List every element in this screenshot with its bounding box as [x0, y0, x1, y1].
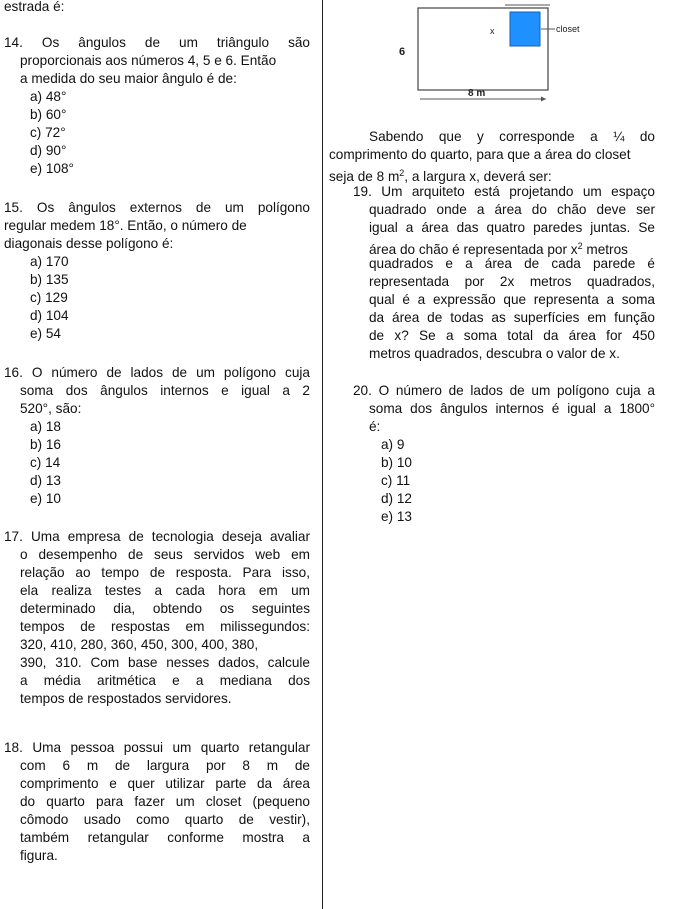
room-diagram [390, 0, 580, 108]
option-a: a) 48° [30, 89, 67, 104]
option-c: c) 129 [30, 290, 68, 305]
question-15: 15. Os ângulos externos de um polígono regular medem 18°. Então, o número de diagonais desse polígono é: a) 170 b) 135 c) 129 d) 104 e) 54 [4, 200, 310, 341]
width-label: 8 m [468, 88, 486, 99]
question-19: 19. Um arquiteto está projetando um espaço quadrado onde a área do chão deve ser igual a área das quatro paredes juntas. Se área do chão é representada por $x^2$ metros quadrados e a área de cada parede é representada por 2x metros quadrados, qual é a expressão que representa a soma da área de todas as superfícies em função de x? Se a soma total da área for 450 metros quadrados, descubra o valor de x. [353, 184, 655, 361]
option-c: c) 14 [30, 455, 61, 470]
room-closet-figure [390, 0, 580, 108]
closet-rectangle [510, 12, 540, 46]
question-16: 16. O número de lados de um polígono cuja soma dos ângulos internos e igual a 2 520°, são: a) 18 b) 16 c) 14 d) 13 e) 10 [4, 365, 310, 506]
top-fragment: estrada é: [4, 0, 65, 14]
option-d: d) 90° [30, 143, 67, 158]
option-b: b) 60° [30, 107, 67, 122]
option-d: d) 12 [381, 491, 412, 506]
option-c: c) 11 [381, 473, 411, 488]
question-20: 20. O número de lados de um polígono cuja a soma dos ângulos internos é igual a 1800° é: a) 9 b) 10 c) 11 d) 12 e) 13 [329, 382, 655, 526]
option-e: e) 54 [30, 326, 61, 341]
question-17: 17. Uma empresa de tecnologia deseja avaliar o desempenho de seus servidos web em relação ao tempo de resposta. Para isso, ela realiza testes a cada hora em um determinado dia, obtendo os seguintes tempos de respostas em milissegundos: 320, 410, 280, 360, 450, 300, 400, 380, 390, 310. Com base nesses dados, calcule a média aritmética e a mediana dos tempos de respostados servidores. [4, 529, 310, 706]
option-b: b) 10 [381, 455, 412, 470]
option-a: a) 18 [30, 419, 61, 434]
option-a: a) 9 [381, 437, 405, 452]
height-label: 6 [399, 46, 406, 58]
x-label: x [490, 26, 495, 36]
closet-label: closet [556, 24, 580, 34]
column-divider [322, 0, 323, 909]
arrow-head-icon [541, 97, 546, 102]
option-b: b) 16 [30, 437, 61, 452]
option-d: d) 104 [30, 308, 69, 323]
option-b: b) 135 [30, 272, 69, 287]
option-e: e) 13 [381, 509, 412, 524]
question-14: 14. Os ângulos de um triângulo são proporcionais aos números 4, 5 e 6. Então a medida do seu maior ângulo é de: a) 48° b) 60° c) 72° d) 90° e) 108° [4, 35, 310, 176]
option-e: e) 10 [30, 491, 61, 506]
option-d: d) 13 [30, 473, 61, 488]
question-18-continued: Sabendo que y corresponde a ¼ do comprimento do quarto, para que a área do closet seja de 8 $m^2$, a largura x, deverá ser: [329, 129, 655, 184]
option-e: e) 108° [30, 161, 74, 176]
option-c: c) 72° [30, 125, 66, 140]
option-a: a) 170 [30, 254, 69, 269]
question-18: 18. Uma pessoa possui um quarto retangular com 6 m de largura por 8 m de comprimento e quer utilizar parte da área do quarto para fazer um closet (pequeno cômodo usado como quarto de vestir), também retangular conforme mostra a figura. [4, 740, 310, 863]
